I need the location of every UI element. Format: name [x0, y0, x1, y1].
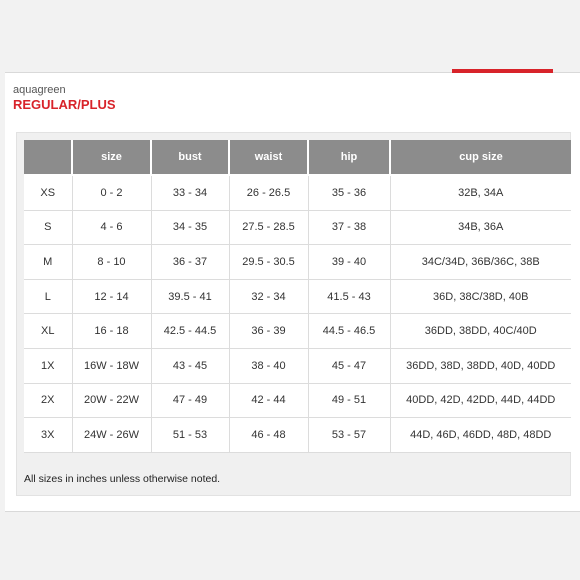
cell-bust: 43 - 45	[151, 348, 229, 383]
cell-cup-size: 32B, 34A	[390, 175, 571, 210]
cell-cup-size: 34C/34D, 36B/36C, 38B	[390, 245, 571, 280]
cell-cup-size: 36DD, 38D, 38DD, 40D, 40DD	[390, 348, 571, 383]
cell-label: L	[24, 279, 72, 314]
cell-cup-size: 36D, 38C/38D, 40B	[390, 279, 571, 314]
cell-size: 4 - 6	[72, 210, 151, 245]
cell-hip: 44.5 - 46.5	[308, 314, 390, 349]
cell-size: 8 - 10	[72, 245, 151, 280]
header-waist: waist	[229, 140, 308, 175]
table-row	[24, 348, 571, 383]
section-title: REGULAR/PLUS	[13, 97, 116, 112]
cell-size: 16W - 18W	[72, 348, 151, 383]
cell-bust: 34 - 35	[151, 210, 229, 245]
cell-bust: 36 - 37	[151, 245, 229, 280]
cell-waist: 27.5 - 28.5	[229, 210, 308, 245]
cell-cup-size: 40DD, 42D, 42DD, 44D, 44DD	[390, 383, 571, 418]
cell-label: 3X	[24, 418, 72, 453]
cell-hip: 39 - 40	[308, 245, 390, 280]
cell-size: 16 - 18	[72, 314, 151, 349]
cell-cup-size: 36DD, 38DD, 40C/40D	[390, 314, 571, 349]
header-hip: hip	[308, 140, 390, 175]
cell-size: 12 - 14	[72, 279, 151, 314]
cell-waist: 38 - 40	[229, 348, 308, 383]
cell-waist: 26 - 26.5	[229, 175, 308, 210]
cell-waist: 32 - 34	[229, 279, 308, 314]
cell-bust: 42.5 - 44.5	[151, 314, 229, 349]
cell-waist: 42 - 44	[229, 383, 308, 418]
cell-label: M	[24, 245, 72, 280]
cell-label: S	[24, 210, 72, 245]
cell-label: 1X	[24, 348, 72, 383]
cell-size: 0 - 2	[72, 175, 151, 210]
cell-bust: 39.5 - 41	[151, 279, 229, 314]
cell-hip: 35 - 36	[308, 175, 390, 210]
cell-bust: 51 - 53	[151, 418, 229, 453]
table-row	[24, 418, 571, 453]
cell-hip: 37 - 38	[308, 210, 390, 245]
cell-size: 20W - 22W	[72, 383, 151, 418]
cell-cup-size: 34B, 36A	[390, 210, 571, 245]
cell-label: 2X	[24, 383, 72, 418]
table-header-row	[24, 140, 571, 175]
table-row	[24, 210, 571, 245]
cell-hip: 41.5 - 43	[308, 279, 390, 314]
cell-size: 24W - 26W	[72, 418, 151, 453]
table-row	[24, 175, 571, 210]
header-bust: bust	[151, 140, 229, 175]
table-row	[24, 383, 571, 418]
header-size: size	[72, 140, 151, 175]
footnote: All sizes in inches unless otherwise noted.	[24, 473, 221, 485]
cell-waist: 46 - 48	[229, 418, 308, 453]
cell-hip: 53 - 57	[308, 418, 390, 453]
cell-bust: 33 - 34	[151, 175, 229, 210]
header-cup-size: cup size	[390, 140, 571, 175]
size-chart-table	[24, 140, 571, 453]
brand-name: aquagreen	[13, 84, 66, 96]
table-row	[24, 279, 571, 314]
table-row	[24, 314, 571, 349]
cell-hip: 49 - 51	[308, 383, 390, 418]
header-label	[24, 140, 72, 175]
cell-cup-size: 44D, 46D, 46DD, 48D, 48DD	[390, 418, 571, 453]
table-row	[24, 245, 571, 280]
cell-waist: 36 - 39	[229, 314, 308, 349]
cell-hip: 45 - 47	[308, 348, 390, 383]
cell-bust: 47 - 49	[151, 383, 229, 418]
cell-label: XS	[24, 175, 72, 210]
active-tab-indicator[interactable]	[452, 69, 553, 73]
cell-waist: 29.5 - 30.5	[229, 245, 308, 280]
cell-label: XL	[24, 314, 72, 349]
